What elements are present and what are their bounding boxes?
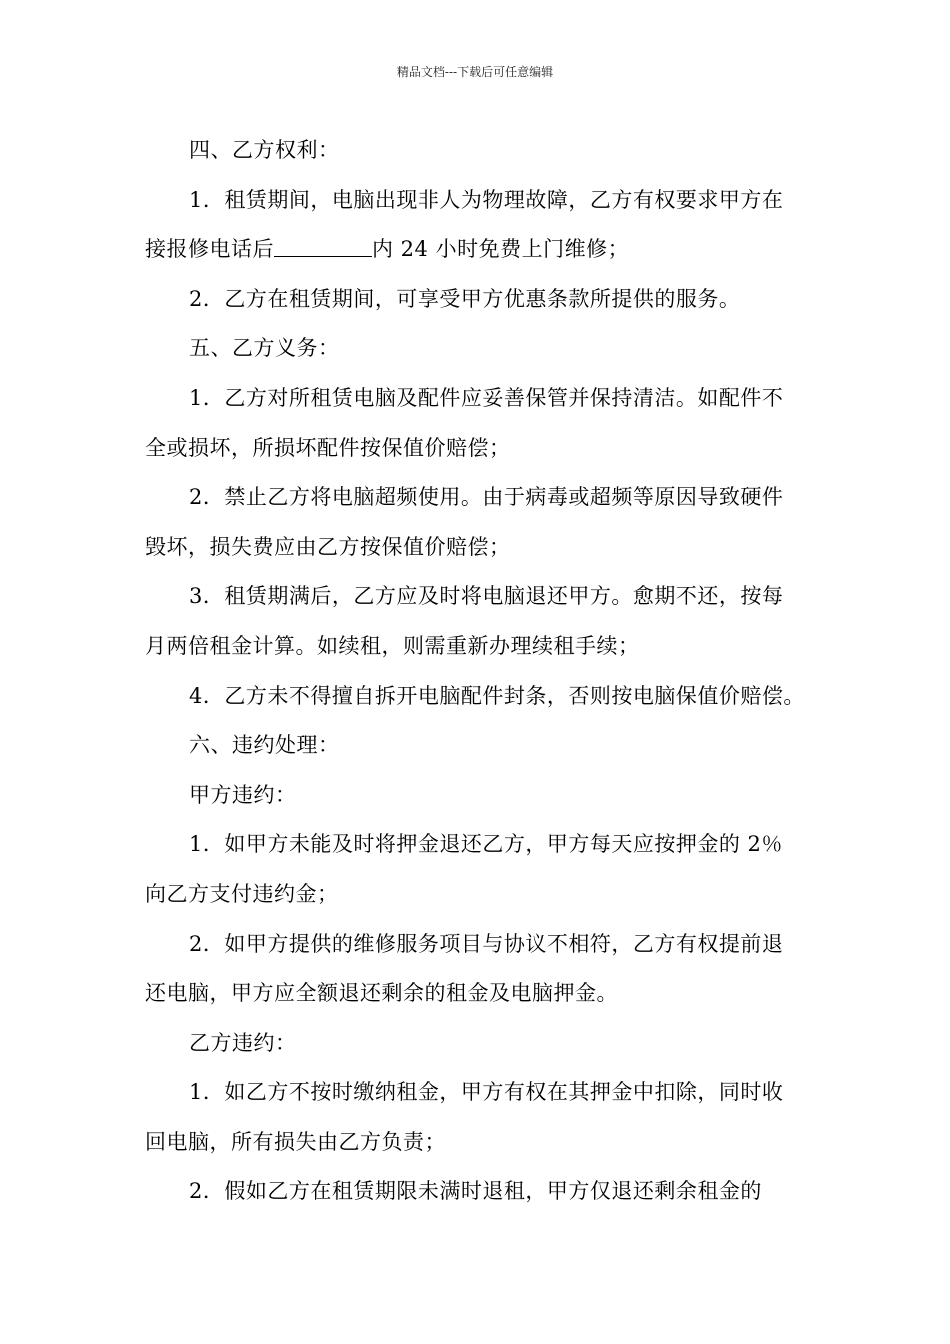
page-header: 精品文档---下载后可任意编辑 bbox=[396, 65, 554, 79]
paragraph-text: 接报修电话后 bbox=[145, 237, 274, 262]
paragraph-line: 1．如甲方未能及时将押金退还乙方，甲方每天应按押金的 2％ bbox=[189, 832, 783, 857]
paragraph-line: 回电脑，所有损失由乙方负责； bbox=[145, 1129, 446, 1154]
paragraph-text: 内 24 小时免费上门维修； bbox=[372, 237, 630, 262]
paragraph-line: 2．禁止乙方将电脑超频使用。由于病毒或超频等原因导致硬件 bbox=[189, 485, 784, 510]
paragraph-line: 月两倍租金计算。如续租，则需重新办理续租手续； bbox=[145, 633, 640, 658]
section-heading: 五、乙方义务： bbox=[189, 336, 340, 361]
paragraph-line bbox=[145, 225, 817, 275]
paragraph-line: 2．乙方在租赁期间，可享受甲方优惠条款所提供的服务。 bbox=[189, 286, 741, 311]
paragraph-line: 1．租赁期间，电脑出现非人为物理故障，乙方有权要求甲方在 bbox=[189, 187, 784, 212]
section-heading: 六、违约处理： bbox=[189, 733, 340, 758]
section-heading: 四、乙方权利： bbox=[189, 138, 340, 162]
paragraph-line: 2．假如乙方在租赁期限未满时退租，甲方仅退还剩余租金的 bbox=[189, 1179, 762, 1204]
paragraph-line: 4．乙方未不得擅自拆开电脑配件封条，否则按电脑保值价赔偿。 bbox=[189, 683, 805, 708]
paragraph-line: 毁坏，损失费应由乙方按保值价赔偿； bbox=[145, 534, 511, 559]
subsection-heading: 乙方违约： bbox=[189, 1030, 297, 1055]
paragraph-line: 1．如乙方不按时缴纳租金，甲方有权在其押金中扣除，同时收 bbox=[189, 1080, 784, 1105]
subsection-heading: 甲方违约： bbox=[189, 782, 297, 807]
paragraph-line: 2．如甲方提供的维修服务项目与协议不相符，乙方有权提前退 bbox=[189, 931, 784, 956]
paragraph-line: 向乙方支付违约金； bbox=[145, 881, 339, 906]
document-body bbox=[145, 126, 817, 1217]
paragraph-line: 全或损坏，所损坏配件按保值价赔偿； bbox=[145, 435, 511, 460]
fill-in-blank bbox=[274, 236, 372, 257]
paragraph-line: 3．租赁期满后，乙方应及时将电脑退还甲方。愈期不还，按每 bbox=[189, 584, 784, 609]
paragraph-line: 1．乙方对所租赁电脑及配件应妥善保管并保持清洁。如配件不 bbox=[189, 385, 784, 410]
paragraph-line: 还电脑，甲方应全额退还剩余的租金及电脑押金。 bbox=[145, 981, 618, 1006]
